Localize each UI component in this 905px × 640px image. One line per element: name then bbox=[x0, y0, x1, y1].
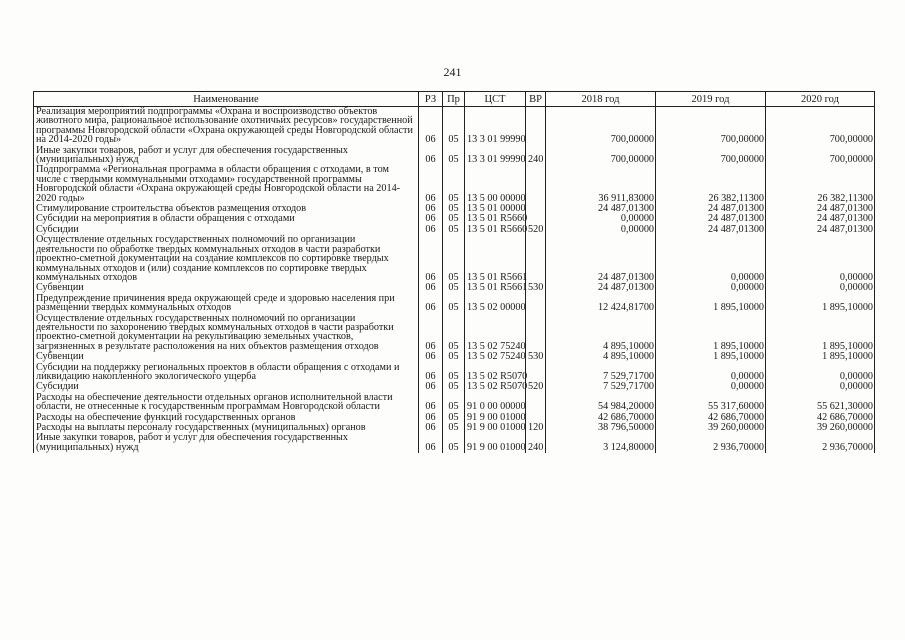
cell-2020: 0,00000 bbox=[766, 283, 875, 293]
cell-rz: 06 bbox=[419, 214, 443, 224]
cell-2019: 700,00000 bbox=[656, 107, 766, 146]
cell-rz: 06 bbox=[419, 204, 443, 214]
cell-2018: 3 124,80000 bbox=[546, 433, 656, 453]
cell-2018: 54 984,20000 bbox=[546, 393, 656, 413]
cell-2020: 0,00000 bbox=[766, 235, 875, 283]
cell-pr: 05 bbox=[443, 352, 465, 362]
cell-2020: 700,00000 bbox=[766, 107, 875, 146]
cell-vr bbox=[526, 235, 546, 283]
cell-2020: 1 895,10000 bbox=[766, 294, 875, 314]
cell-cst: 13 5 01 R5661 bbox=[465, 235, 526, 283]
cell-vr: 530 bbox=[526, 352, 546, 362]
cell-2020: 1 895,10000 bbox=[766, 352, 875, 362]
cell-pr: 05 bbox=[443, 393, 465, 413]
cell-pr: 05 bbox=[443, 294, 465, 314]
cell-name: Иные закупки товаров, работ и услуг для обеспечения государственных (муниципальных) нужд bbox=[34, 433, 419, 453]
cell-2020: 24 487,01300 bbox=[766, 214, 875, 224]
cell-vr: 520 bbox=[526, 225, 546, 235]
table-row bbox=[34, 314, 875, 353]
cell-pr: 05 bbox=[443, 165, 465, 204]
cell-2018: 36 911,83000 bbox=[546, 165, 656, 204]
cell-name: Субсидии bbox=[34, 382, 419, 392]
cell-pr: 05 bbox=[443, 283, 465, 293]
cell-2020: 39 260,00000 bbox=[766, 423, 875, 433]
table-row bbox=[34, 352, 875, 362]
cell-pr: 05 bbox=[443, 204, 465, 214]
cell-2018: 4 895,10000 bbox=[546, 314, 656, 353]
cell-pr: 05 bbox=[443, 433, 465, 453]
cell-name: Реализация мероприятий подпрограммы «Охрана и воспроизводство объектов животного мира, рациональное использование охотничьих ресурсов» государственной программы Новгородской области «Охрана окружающей среды Новгородской области на 2014-2020 годы» bbox=[34, 107, 419, 146]
cell-2019: 2 936,70000 bbox=[656, 433, 766, 453]
col-header-2019: 2019 год bbox=[656, 92, 766, 107]
cell-cst: 13 5 02 R5070 bbox=[465, 363, 526, 383]
table-row bbox=[34, 235, 875, 283]
cell-name: Подпрограмма «Региональная программа в области обращения с отходами, в том числе с твердыми коммунальными отходами» государственной программы Новгородской области «Охрана окружающей среды Новгородской области на 2014-2020 годы» bbox=[34, 165, 419, 204]
cell-rz: 06 bbox=[419, 146, 443, 166]
cell-2020: 700,00000 bbox=[766, 146, 875, 166]
col-header-vr: ВР bbox=[526, 92, 546, 107]
cell-vr: 520 bbox=[526, 382, 546, 392]
cell-name: Иные закупки товаров, работ и услуг для обеспечения государственных (муниципальных) нужд bbox=[34, 146, 419, 166]
cell-vr: 120 bbox=[526, 423, 546, 433]
col-header-2020: 2020 год bbox=[766, 92, 875, 107]
cell-cst: 13 3 01 99990 bbox=[465, 146, 526, 166]
table-row bbox=[34, 146, 875, 166]
cell-rz: 06 bbox=[419, 235, 443, 283]
cell-cst: 91 9 00 01000 bbox=[465, 423, 526, 433]
cell-2019: 42 686,70000 bbox=[656, 413, 766, 423]
cell-vr bbox=[526, 204, 546, 214]
cell-2020: 55 621,30000 bbox=[766, 393, 875, 413]
cell-pr: 05 bbox=[443, 314, 465, 353]
cell-2018: 7 529,71700 bbox=[546, 363, 656, 383]
cell-vr: 240 bbox=[526, 146, 546, 166]
cell-cst: 13 5 00 00000 bbox=[465, 165, 526, 204]
cell-2019: 24 487,01300 bbox=[656, 225, 766, 235]
table-row bbox=[34, 363, 875, 383]
page-number: 241 bbox=[443, 65, 462, 79]
cell-rz: 06 bbox=[419, 107, 443, 146]
col-header-2018: 2018 год bbox=[546, 92, 656, 107]
col-header-name: Наименование bbox=[34, 92, 419, 107]
cell-2020: 1 895,10000 bbox=[766, 314, 875, 353]
cell-pr: 05 bbox=[443, 146, 465, 166]
cell-cst: 91 9 00 01000 bbox=[465, 413, 526, 423]
cell-2018: 700,00000 bbox=[546, 107, 656, 146]
cell-cst: 13 5 02 75240 bbox=[465, 314, 526, 353]
cell-cst: 13 5 02 00000 bbox=[465, 294, 526, 314]
cell-2019: 55 317,60000 bbox=[656, 393, 766, 413]
cell-2019: 0,00000 bbox=[656, 363, 766, 383]
cell-cst: 13 5 01 R5661 bbox=[465, 283, 526, 293]
cell-rz: 06 bbox=[419, 413, 443, 423]
cell-rz: 06 bbox=[419, 225, 443, 235]
cell-2019: 0,00000 bbox=[656, 235, 766, 283]
cell-2020: 0,00000 bbox=[766, 363, 875, 383]
cell-2018: 24 487,01300 bbox=[546, 204, 656, 214]
cell-rz: 06 bbox=[419, 393, 443, 413]
cell-rz: 06 bbox=[419, 314, 443, 353]
cell-rz: 06 bbox=[419, 352, 443, 362]
cell-2019: 24 487,01300 bbox=[656, 214, 766, 224]
cell-pr: 05 bbox=[443, 363, 465, 383]
cell-2018: 12 424,81700 bbox=[546, 294, 656, 314]
table-row bbox=[34, 107, 875, 146]
cell-2018: 4 895,10000 bbox=[546, 352, 656, 362]
cell-cst: 13 5 02 R5070 bbox=[465, 382, 526, 392]
cell-rz: 06 bbox=[419, 283, 443, 293]
cell-rz: 06 bbox=[419, 382, 443, 392]
cell-name: Субсидии на поддержку региональных проектов в области обращения с отходами и ликвидацию накопленного экологического ущерба bbox=[34, 363, 419, 383]
cell-2019: 700,00000 bbox=[656, 146, 766, 166]
cell-rz: 06 bbox=[419, 433, 443, 453]
cell-2019: 1 895,10000 bbox=[656, 294, 766, 314]
cell-2018: 38 796,50000 bbox=[546, 423, 656, 433]
cell-name: Осуществление отдельных государственных полномочий по организации деятельности по обработке твердых коммунальных отходов в части разработки проектно-сметной документации на создание комплексов по сортировке твердых коммунальных отходов и (или) создание комплексов по сортировке твердых коммунальных отходов bbox=[34, 235, 419, 283]
cell-2019: 26 382,11300 bbox=[656, 165, 766, 204]
cell-2020: 24 487,01300 bbox=[766, 204, 875, 214]
cell-rz: 06 bbox=[419, 363, 443, 383]
budget-table bbox=[33, 91, 875, 453]
cell-pr: 05 bbox=[443, 107, 465, 146]
cell-name: Субсидии bbox=[34, 225, 419, 235]
table-row bbox=[34, 393, 875, 413]
cell-2018: 0,00000 bbox=[546, 214, 656, 224]
cell-cst: 13 5 01 R5660 bbox=[465, 214, 526, 224]
cell-vr: 240 bbox=[526, 433, 546, 453]
col-header-rz: РЗ bbox=[419, 92, 443, 107]
cell-pr: 05 bbox=[443, 225, 465, 235]
cell-rz: 06 bbox=[419, 423, 443, 433]
cell-pr: 05 bbox=[443, 413, 465, 423]
cell-2020: 24 487,01300 bbox=[766, 225, 875, 235]
table-row bbox=[34, 433, 875, 453]
cell-name: Стимулирование строительства объектов размещения отходов bbox=[34, 204, 419, 214]
cell-rz: 06 bbox=[419, 294, 443, 314]
cell-2019: 0,00000 bbox=[656, 283, 766, 293]
cell-vr bbox=[526, 107, 546, 146]
col-header-cst: ЦСТ bbox=[465, 92, 526, 107]
cell-rz: 06 bbox=[419, 165, 443, 204]
cell-2018: 7 529,71700 bbox=[546, 382, 656, 392]
cell-vr: 530 bbox=[526, 283, 546, 293]
cell-cst: 13 5 01 00000 bbox=[465, 204, 526, 214]
cell-name: Субвенции bbox=[34, 283, 419, 293]
cell-cst: 91 9 00 01000 bbox=[465, 433, 526, 453]
table-row bbox=[34, 165, 875, 204]
cell-cst: 13 5 01 R5660 bbox=[465, 225, 526, 235]
cell-2018: 700,00000 bbox=[546, 146, 656, 166]
cell-2020: 0,00000 bbox=[766, 382, 875, 392]
cell-2019: 24 487,01300 bbox=[656, 204, 766, 214]
cell-vr bbox=[526, 363, 546, 383]
cell-vr bbox=[526, 393, 546, 413]
cell-pr: 05 bbox=[443, 423, 465, 433]
cell-name: Субвенции bbox=[34, 352, 419, 362]
cell-vr bbox=[526, 314, 546, 353]
cell-pr: 05 bbox=[443, 235, 465, 283]
cell-vr bbox=[526, 165, 546, 204]
cell-2020: 2 936,70000 bbox=[766, 433, 875, 453]
cell-2020: 42 686,70000 bbox=[766, 413, 875, 423]
cell-name: Расходы на обеспечение функций государственных органов bbox=[34, 413, 419, 423]
cell-pr: 05 bbox=[443, 382, 465, 392]
cell-cst: 13 5 02 75240 bbox=[465, 352, 526, 362]
cell-pr: 05 bbox=[443, 214, 465, 224]
table-header bbox=[34, 92, 875, 107]
cell-name: Предупреждение причинения вреда окружающей среде и здоровью населения при размещении твердых коммунальных отходов bbox=[34, 294, 419, 314]
cell-vr bbox=[526, 294, 546, 314]
table-row bbox=[34, 294, 875, 314]
cell-cst: 13 3 01 99990 bbox=[465, 107, 526, 146]
cell-2019: 1 895,10000 bbox=[656, 352, 766, 362]
cell-2018: 24 487,01300 bbox=[546, 283, 656, 293]
cell-2018: 0,00000 bbox=[546, 225, 656, 235]
cell-cst: 91 0 00 00000 bbox=[465, 393, 526, 413]
cell-2018: 24 487,01300 bbox=[546, 235, 656, 283]
cell-name: Субсидии на мероприятия в области обращения с отходами bbox=[34, 214, 419, 224]
cell-name: Расходы на обеспечение деятельности отдельных органов исполнительной власти области, не отнесенные к государственным программам Новгородской области bbox=[34, 393, 419, 413]
cell-name: Осуществление отдельных государственных полномочий по организации деятельности по захоронению твердых коммунальных отходов в части разработки проектно-сметной документации на рекультивацию земельных участков, загрязненных в результате расположения на них объектов размещения отходов bbox=[34, 314, 419, 353]
cell-2019: 39 260,00000 bbox=[656, 423, 766, 433]
cell-2020: 26 382,11300 bbox=[766, 165, 875, 204]
cell-2018: 42 686,70000 bbox=[546, 413, 656, 423]
col-header-pr: Пр bbox=[443, 92, 465, 107]
cell-2019: 0,00000 bbox=[656, 382, 766, 392]
cell-name: Расходы на выплаты персоналу государственных (муниципальных) органов bbox=[34, 423, 419, 433]
cell-2019: 1 895,10000 bbox=[656, 314, 766, 353]
